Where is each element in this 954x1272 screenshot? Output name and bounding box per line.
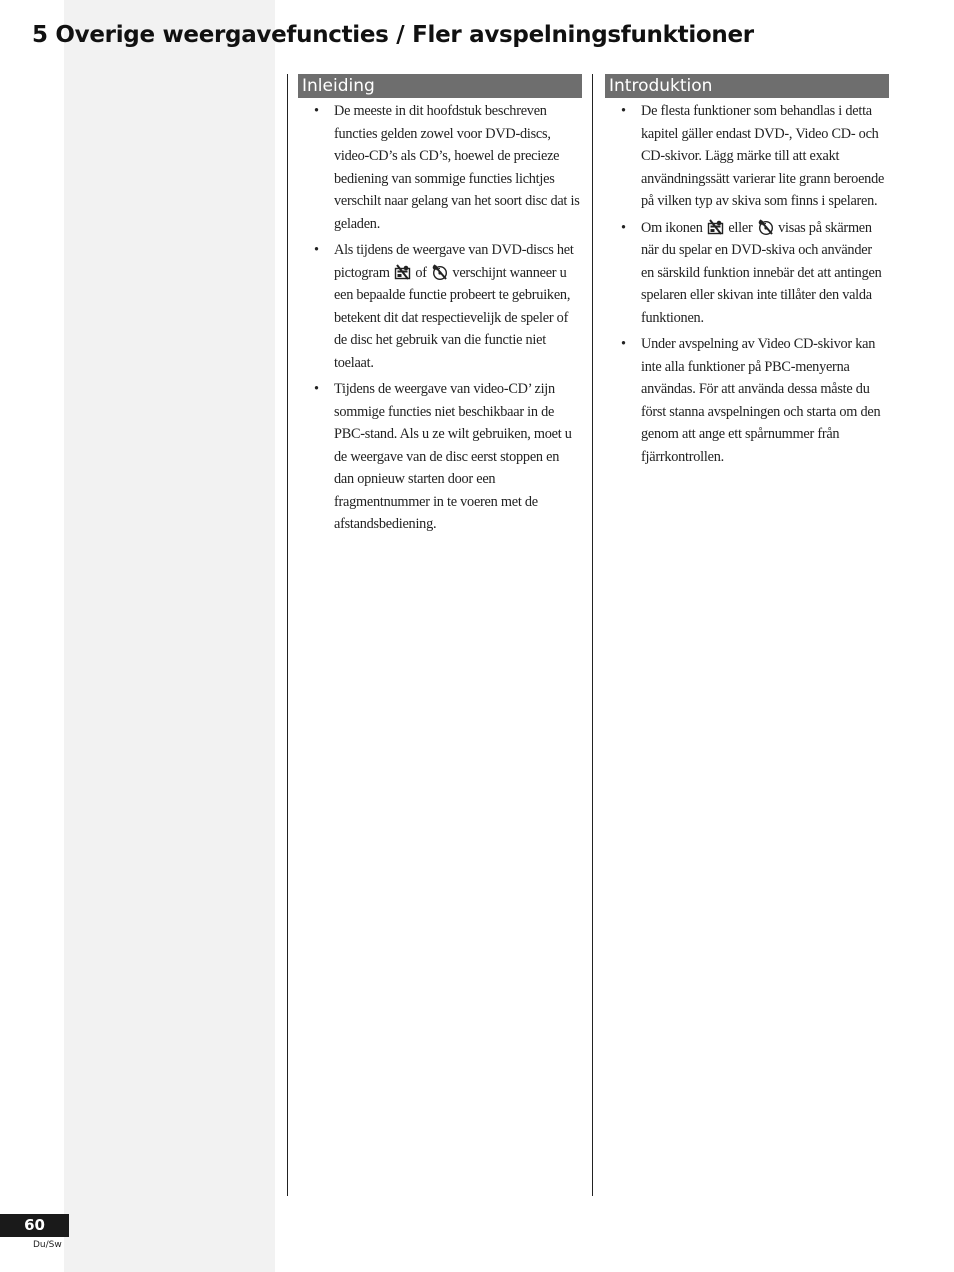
- list-item: [605, 333, 889, 468]
- bullet-text-mid: of: [412, 264, 431, 281]
- dutch-section: [298, 74, 582, 540]
- bullet-text-end: verschijnt wanneer u een bepaalde functie probeert te gebruiken, betekent dit dat respectievelijk de speler of de disc het gebruik van die functie niet toelaat.: [334, 264, 571, 371]
- list-item: [298, 100, 582, 235]
- bullet-text: Tijdens de weergave van video-CD’ zijn sommige functies niet beschikbaar in de PBC-stand. Als u ze wilt gebruiken, moet u de weergave van de disc eerst stoppen en dan opnieuw starten door een fragmentnummer in te voeren met de afstandsbediening.: [334, 381, 572, 532]
- list-item: [298, 239, 582, 374]
- swedish-bullet-list: [605, 100, 889, 468]
- language-code: Du/Sw: [33, 1240, 62, 1250]
- list-item: [605, 217, 889, 330]
- swedish-section: [605, 74, 889, 472]
- disc-prohibited-icon: [757, 219, 774, 235]
- bullet-marker: •: [314, 381, 319, 397]
- bullet-marker: •: [621, 103, 626, 119]
- bullet-text-end: visas på skärmen när du spelar en DVD-skiva och använder en särskild funktion innebär det att antingen spelaren eller skivan inte tillåter den valda funktionen.: [641, 219, 882, 326]
- page-number-tab: 60: [0, 1214, 69, 1237]
- column-divider-left: [287, 74, 288, 1196]
- player-prohibited-icon: [707, 219, 724, 235]
- bullet-text: De meeste in dit hoofdstuk beschreven functies gelden zowel voor DVD-discs, video-CD’s als CD’s, hoewel de precieze bediening van sommige functies lichtjes verschilt naar gelang van het soort disc dat is geladen.: [334, 103, 580, 232]
- bullet-marker: •: [621, 219, 626, 236]
- bullet-text: Under avspelning av Video CD-skivor kan inte alla funktioner på PBC-menyerna användas. För att använda dessa måste du först stanna avspelningen och starta om den genom att ange ett spårnummer från fjärrkontrollen.: [641, 336, 881, 465]
- left-margin-band: [64, 0, 275, 1272]
- bullet-text-start: Als tijdens de weergave van DVD-discs het pictogram: [334, 242, 574, 281]
- list-item: [605, 100, 889, 213]
- bullet-marker: •: [621, 336, 626, 352]
- page-title: 5 Overige weergavefuncties / Fler avspelningsfunktioner: [32, 22, 754, 48]
- section-heading-introduktion: Introduktion: [605, 74, 889, 98]
- column-divider-right: [592, 74, 593, 1196]
- bullet-text-mid: eller: [725, 219, 756, 236]
- dutch-bullet-list: [298, 100, 582, 536]
- section-heading-inleiding: Inleiding: [298, 74, 582, 98]
- bullet-text-start: Om ikonen: [641, 219, 707, 236]
- bullet-text: De flesta funktioner som behandlas i detta kapitel gäller endast DVD-, Video CD- och CD-skivor. Lägg märke till att exakt användningssätt varierar lite grann beroende på vilken typ av skiva som finns i spelaren.: [641, 103, 885, 209]
- disc-prohibited-icon: [431, 264, 448, 280]
- player-prohibited-icon: [394, 264, 411, 280]
- bullet-marker: •: [314, 242, 319, 258]
- bullet-marker: •: [314, 103, 319, 119]
- list-item: [298, 378, 582, 536]
